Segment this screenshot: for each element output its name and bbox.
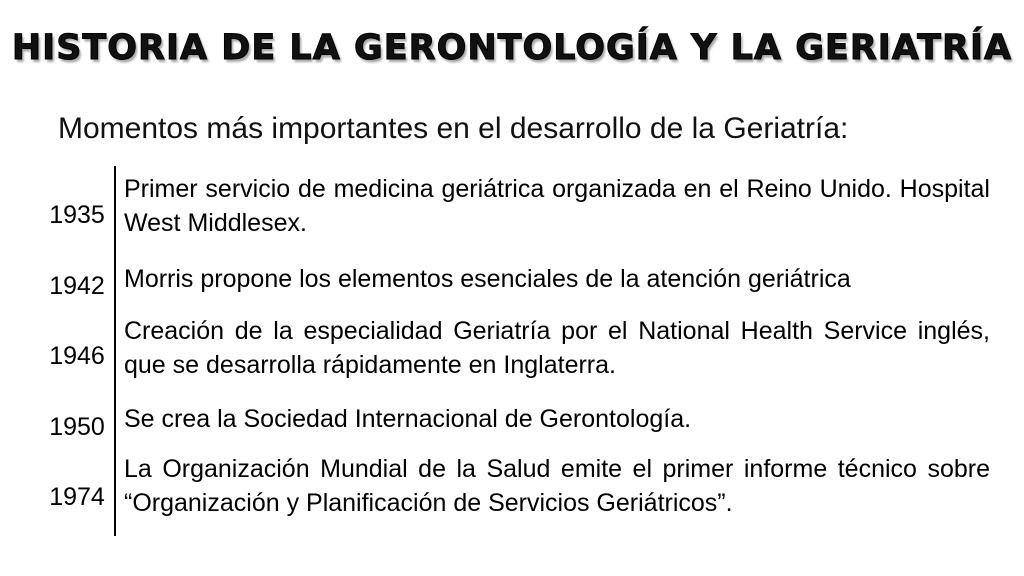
- slide-subtitle: Momentos más importantes en el desarrollo de la Geriatría:: [58, 112, 849, 145]
- timeline-description: Se crea la Sociedad Internacional de Gerontología.: [124, 405, 692, 433]
- timeline-year: 1935: [40, 166, 116, 256]
- timeline-description: Morris propone los elementos esenciales de la atención geriátrica: [124, 265, 851, 293]
- slide-title: HISTORIA DE LA GERONTOLOGÍA Y LA GERIATRÍA: [11, 28, 1013, 68]
- timeline-year: 1946: [40, 308, 116, 396]
- timeline-description: La Organización Mundial de la Salud emite el primer informe técnico sobre “Organización y Planificación de Servicios Geriátricos”.: [124, 455, 990, 517]
- timeline-year: 1950: [40, 396, 116, 450]
- timeline-year: 1942: [40, 256, 116, 308]
- timeline-row: [40, 256, 990, 308]
- timeline-row: [40, 396, 990, 450]
- timeline-row: [40, 166, 990, 256]
- timeline-description: Primer servicio de medicina geriátrica organizada en el Reino Unido. Hospital West Middlesex.: [124, 175, 990, 237]
- timeline-table: [40, 166, 990, 536]
- timeline-row: [40, 308, 990, 396]
- timeline-row: [40, 450, 990, 536]
- timeline-year: 1974: [40, 450, 116, 536]
- timeline-description: Creación de la especialidad Geriatría por el National Health Service inglés, que se desarrolla rápidamente en Inglaterra.: [124, 317, 990, 379]
